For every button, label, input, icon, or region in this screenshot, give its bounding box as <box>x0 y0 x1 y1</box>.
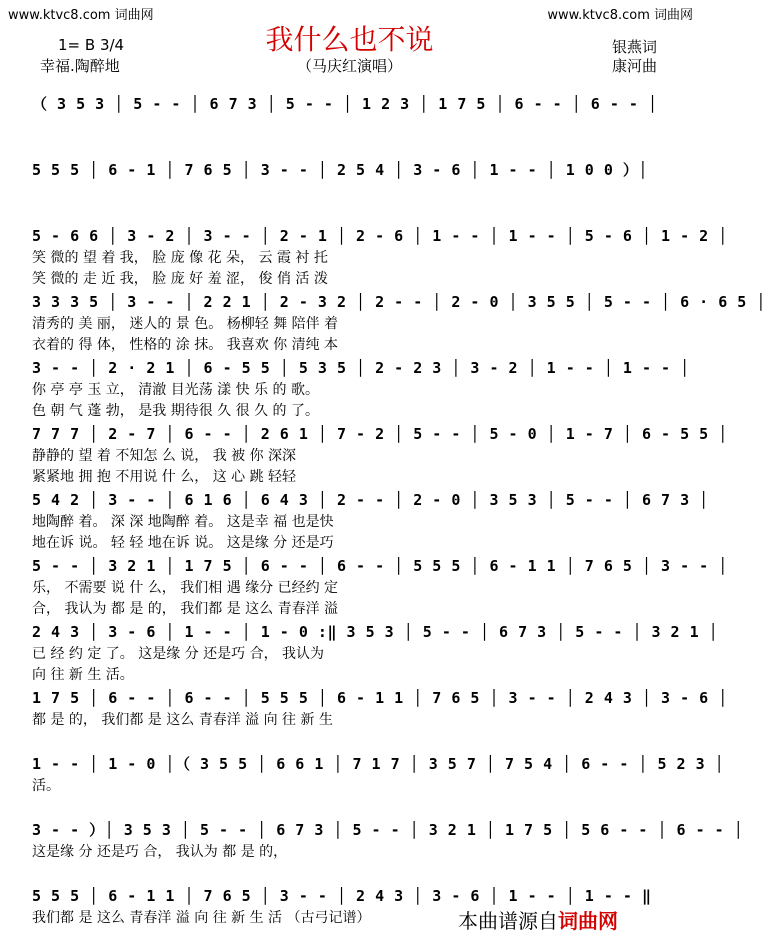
lyric-line: 乐， 不需要 说 什 么， 我们相 遇 缘分 已经约 定 <box>32 580 339 596</box>
notation-line: 7 7 7 │ 2 - 7 │ 6 - - │ 2 6 1 │ 7 - 2 │ 5 - - │ 5 - 0 │ 1 - 7 │ 6 - 5 5 │ <box>32 425 728 443</box>
notation-line: 2 4 3 │ 3 - 6 │ 1 - - │ 1 - 0 :‖ 3 5 3 │ 5 - - │ 6 7 3 │ 5 - - │ 3 2 1 │ <box>32 623 719 641</box>
notation-line: 3 - - │ 2 · 2 1 │ 6 - 5 5 │ 5 3 5 │ 2 - 2 3 │ 3 - 2 │ 1 - - │ 1 - - │ <box>32 359 690 377</box>
jianpu-score <box>32 92 766 950</box>
performance-mood: 幸福.陶醉地 <box>40 57 120 75</box>
lyric-line: 你 亭 亭 玉 立， 清澈 目光荡 漾 快 乐 的 歌。 <box>32 382 319 398</box>
lyric-line: 活。 <box>32 778 60 794</box>
lyric-line: 向 往 新 生 活。 <box>32 667 134 683</box>
notation-line: 1 7 5 │ 6 - - │ 6 - - │ 5 5 5 │ 6 - 1 1 │ 7 6 5 │ 3 - - │ 2 4 3 │ 3 - 6 │ <box>32 689 728 707</box>
composer-credit: 康河曲 <box>611 57 657 75</box>
lyric-line: 笑 微的 走 近 我， 脸 庞 好 羞 涩， 俊 俏 活 泼 <box>32 271 328 287</box>
lyric-spacer <box>32 182 662 203</box>
song-title: 我什么也不说 <box>265 23 434 56</box>
key-signature: 1= B 3/4 <box>58 36 125 54</box>
lyricist-credit: 银燕词 <box>611 38 657 56</box>
lyric-line: 清秀的 美 丽， 迷人的 景 色。 杨柳轻 舞 陪伴 着 <box>32 316 339 332</box>
lyric-spacer <box>32 116 662 137</box>
singer-credit: （马庆红演唱） <box>296 57 402 75</box>
lyric-line: 地陶醉 着。 深 深 地陶醉 着。 这是幸 福 也是快 <box>32 514 334 530</box>
site-url-left[interactable]: www.ktvc8.com 词曲网 <box>8 8 154 23</box>
lyric-spacer <box>32 863 662 884</box>
lyric-line: 合， 我认为 都 是 的， 我们都 是 这么 青春洋 溢 <box>32 601 339 617</box>
lyric-line: 静静的 望 着 不知怎 么 说， 我 被 你 深深 <box>32 448 297 464</box>
lyric-line: 色 朝 气 蓬 勃， 是我 期待很 久 很 久 的 了。 <box>32 403 319 419</box>
source-site[interactable]: 词曲网 <box>558 909 618 933</box>
lyric-spacer <box>32 731 662 752</box>
source-credit <box>458 905 618 934</box>
lyric-line: 笑 微的 望 着 我， 脸 庞 像 花 朵， 云 霞 衬 托 <box>32 250 328 266</box>
notation-line: 3 - - ）│ 3 5 3 │ 5 - - │ 6 7 3 │ 5 - - │ 3 2 1 │ 1 7 5 │ 5 6 - - │ 6 - - │ <box>32 821 744 839</box>
lyric-line: 我们都 是 这么 青春洋 溢 向 往 新 生 活 （古弓记谱） <box>32 910 371 926</box>
notation-line: 5 5 5 │ 6 - 1 1 │ 7 6 5 │ 3 - - │ 2 4 3 │ 3 - 6 │ 1 - - │ 1 - - ‖ <box>32 887 652 905</box>
lyric-line: 紧紧地 拥 抱 不用说 什 么， 这 心 跳 轻轻 <box>32 469 297 485</box>
notation-line: （ 3 5 3 │ 5 - - │ 6 7 3 │ 5 - - │ 1 2 3 │ 1 7 5 │ 6 - - │ 6 - - │ <box>32 95 658 113</box>
lyric-line: 衣着的 得 体， 性格的 涂 抹。 我喜欢 你 清纯 本 <box>32 337 339 353</box>
notation-line: 3 3 3 5 │ 3 - - │ 2 2 1 │ 2 - 3 2 │ 2 - - │ 2 - 0 │ 3 5 5 │ 5 - - │ 6 · 6 5 │ <box>32 293 766 311</box>
notation-line: 5 4 2 │ 3 - - │ 6 1 6 │ 6 4 3 │ 2 - - │ 2 - 0 │ 3 5 3 │ 5 - - │ 6 7 3 │ <box>32 491 709 509</box>
notation-line: 1 - - │ 1 - 0 │（ 3 5 5 │ 6 6 1 │ 7 1 7 │ 3 5 7 │ 7 5 4 │ 6 - - │ 5 2 3 │ <box>32 755 725 773</box>
lyric-spacer <box>32 203 662 224</box>
notation-line: 5 5 5 │ 6 - 1 │ 7 6 5 │ 3 - - │ 2 5 4 │ 3 - 6 │ 1 - - │ 1 0 0 ）│ <box>32 161 648 179</box>
notation-line: 5 - 6 6 │ 3 - 2 │ 3 - - │ 2 - 1 │ 2 - 6 │ 1 - - │ 1 - - │ 5 - 6 │ 1 - 2 │ <box>32 227 728 245</box>
notation-line: 5 - - │ 3 2 1 │ 1 7 5 │ 6 - - │ 6 - - │ 5 5 5 │ 6 - 1 1 │ 7 6 5 │ 3 - - │ <box>32 557 728 575</box>
source-prefix: 本曲谱源自 <box>458 909 558 933</box>
lyric-line: 地在诉 说。 轻 轻 地在诉 说。 这是缘 分 还是巧 <box>32 535 334 551</box>
lyric-line: 都 是 的， 我们都 是 这么 青春洋 溢 向 往 新 生 <box>32 712 333 728</box>
lyric-spacer <box>32 797 662 818</box>
lyric-line: 已 经 约 定 了。 这是缘 分 还是巧 合， 我认为 <box>32 646 325 662</box>
lyric-spacer <box>32 137 662 158</box>
lyric-line: 这是缘 分 还是巧 合， 我认为 都 是 的， <box>32 844 288 860</box>
site-url-right[interactable]: www.ktvc8.com 词曲网 <box>547 8 693 23</box>
